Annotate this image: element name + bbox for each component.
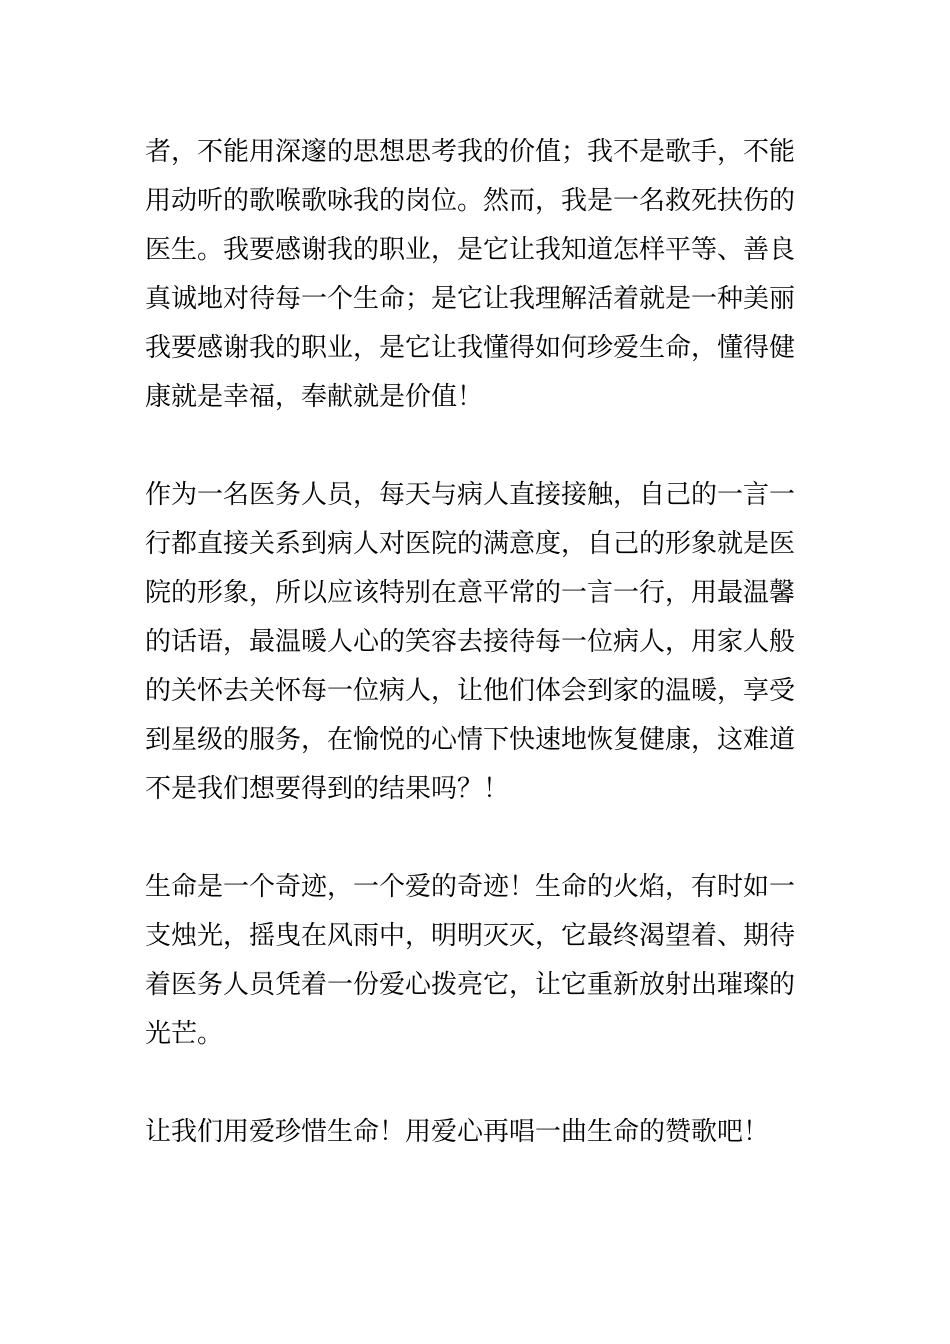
text-line: 到星级的服务，在愉悦的心情下快速地恢复健康，这难道: [145, 725, 796, 755]
text-line: 者，不能用深邃的思想思考我的价值；我不是歌手，不能: [145, 137, 796, 167]
paragraph-spacer: [145, 814, 809, 863]
text-line: 不是我们想要得到的结果吗？！: [145, 774, 510, 804]
paragraph-spacer: [145, 422, 809, 471]
paragraph-spacer: [145, 1059, 809, 1108]
text-line: 支烛光，摇曳在风雨中，明明灭灭，它最终渴望着、期待: [145, 921, 796, 951]
text-line: 院的形象，所以应该特别在意平常的一言一行，用最温馨: [145, 578, 796, 608]
text-line: 生命是一个奇迹，一个爱的奇迹！生命的火焰，有时如一: [145, 872, 796, 902]
text-line: 作为一名医务人员，每天与病人直接接触，自己的一言一: [145, 480, 796, 510]
text-line: 让我们用爱珍惜生命！用爱心再唱一曲生命的赞歌吧！: [145, 1117, 770, 1147]
text-line: 康就是幸福，奉献就是价值！: [145, 382, 484, 412]
text-line: 光芒。: [145, 1019, 224, 1049]
text-line: 的关怀去关怀每一位病人，让他们体会到家的温暖，享受: [145, 676, 796, 706]
paragraph-3: [145, 863, 809, 1059]
text-line: 真诚地对待每一个生命；是它让我理解活着就是一种美丽: [145, 284, 796, 314]
paragraph-4: [145, 1108, 809, 1157]
text-line: 行都直接关系到病人对医院的满意度，自己的形象就是医: [145, 529, 796, 559]
text-line: 的话语，最温暖人心的笑容去接待每一位病人，用家人般: [145, 627, 796, 657]
document-body: [145, 128, 809, 1157]
paragraph-1: [145, 128, 809, 422]
text-line: 着医务人员凭着一份爱心拨亮它，让它重新放射出璀璨的: [145, 970, 796, 1000]
text-line: 医生。我要感谢我的职业，是它让我知道怎样平等、善良: [145, 235, 796, 265]
text-line: 用动听的歌喉歌咏我的岗位。然而，我是一名救死扶伤的: [145, 186, 796, 216]
text-line: 我要感谢我的职业，是它让我懂得如何珍爱生命，懂得健: [145, 333, 796, 363]
paragraph-2: [145, 471, 809, 814]
